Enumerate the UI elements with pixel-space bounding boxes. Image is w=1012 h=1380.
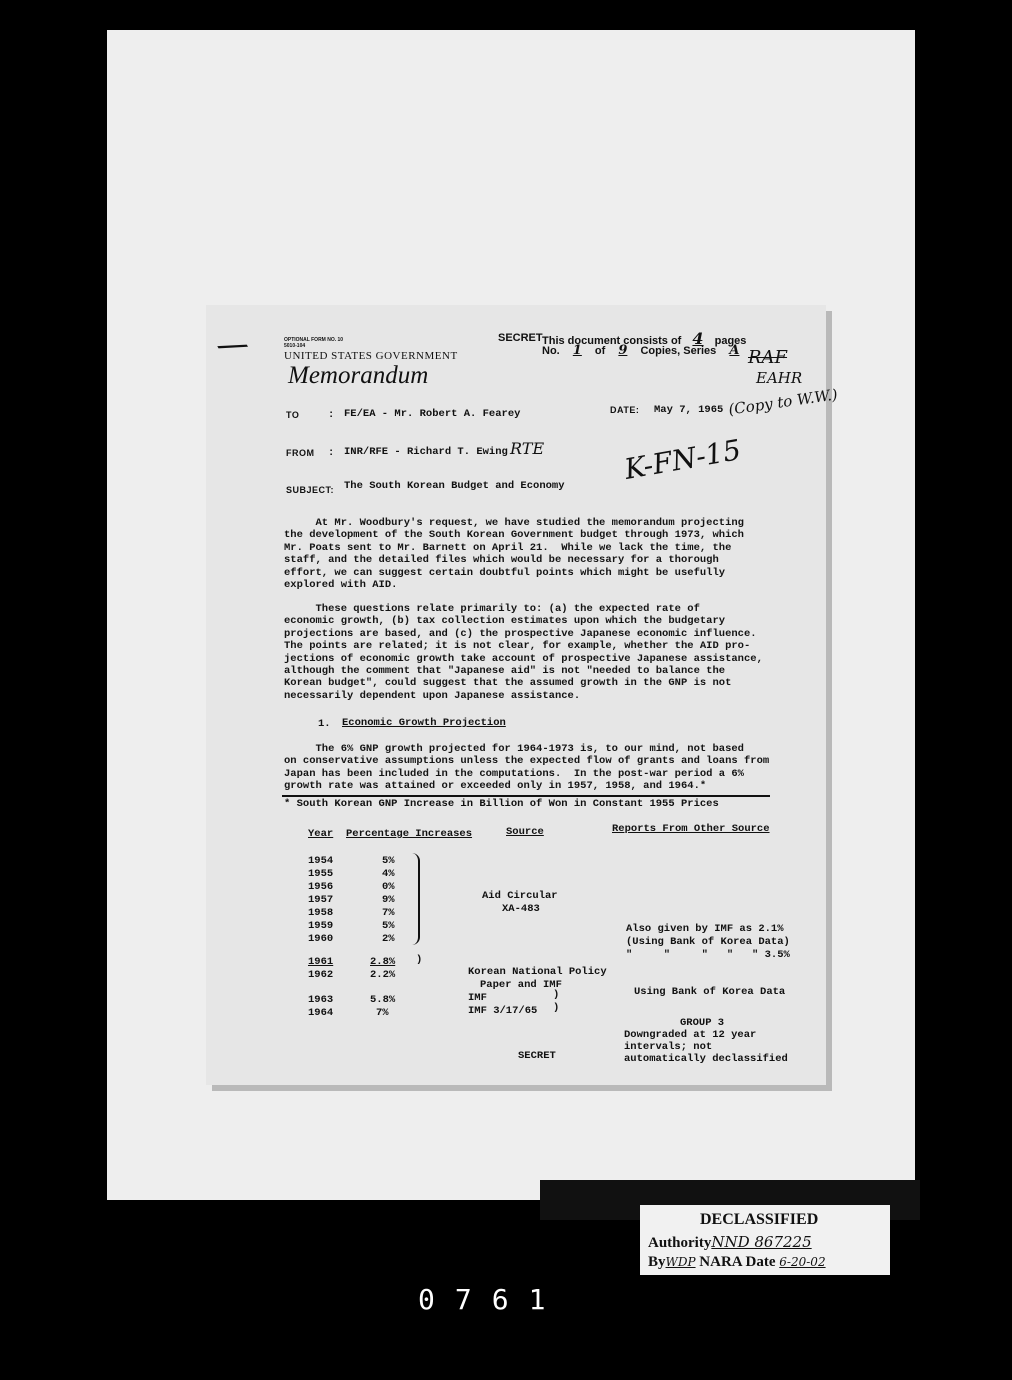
paren-1964: ) [553,1002,560,1014]
group-line3: automatically declassified [624,1053,788,1065]
copy-pages-count: 4 [692,329,704,348]
group-line1: Downgraded at 12 year [624,1029,757,1041]
to-colon: : [328,409,335,421]
date-label: DATE: [610,405,640,415]
paragraph-1: At Mr. Woodbury's request, we have studied the memorandum projecting the development of the South Korean Government budget through 1973, which Mr. Poats sent to Mr. Barnett on April 21. While we lack the time, the staff, and the detailed files which would be necessary for a thorough effort, we can suggest certain doubtful points which might be usefully explored with AID. [284,517,744,592]
declassified-stamp [640,1205,890,1275]
other-source-2: (Using Bank of Korea Data) [626,936,790,948]
form-number: OPTIONAL FORM NO. 10 [284,337,344,343]
year-1963: 1963 [308,994,334,1006]
to-label: TO [286,410,300,420]
copy-number: 1 [572,343,582,358]
stamp-authority-label: Authority [648,1235,712,1251]
hand-mark-initial: / [214,331,253,361]
year-1957: 1957 [308,894,334,906]
source-imf-1964: IMF 3/17/65 [468,1005,538,1017]
brace-1954-1960 [410,853,420,945]
year-1959: 1959 [308,920,334,932]
year-1955: 1955 [308,868,334,880]
pct-1958: 7% [382,907,395,919]
other-source-4: Using Bank of Korea Data [634,986,786,998]
footnote-caption: * South Korean GNP Increase in Billion of Won in Constant 1955 Prices [284,798,719,810]
hand-raf: RAF [748,347,788,368]
group-title: GROUP 3 [680,1017,725,1029]
source-aid-circular: Aid Circular [482,890,558,902]
pct-1964: 7% [376,1007,389,1019]
paren-1961: ) [416,954,423,966]
paragraph-2: These questions relate primarily to: (a) the expected rate of economic growth, (b) tax collection estimates upon which the budgetary projections are based, and (c) the prospective Japanese economic influence. The points are related; it is not clear, for example, whether the AID pro- jections of economic growth take account of prospective Japanese assistance, although the comment that "Japanese aid" is not "needed to balance the Korean budget", could suggest that the assumed growth in the GNP is not necessarily dependent upon Japanese assistance. [284,603,763,702]
hand-eahr: EAHR [756,369,803,387]
copy-prefix: This document consists of [542,335,682,347]
group-line2: intervals; not [624,1041,713,1053]
source-knp-2: Paper and IMF [480,979,562,991]
year-1962: 1962 [308,969,334,981]
year-1964: 1964 [308,1007,334,1019]
from-label: FROM [286,448,315,458]
year-1956: 1956 [308,881,334,893]
stamp-authority-value: NND 867225 [711,1233,812,1251]
pct-1960: 2% [382,933,395,945]
footer-secret: SECRET [518,1050,556,1062]
classification-secret: SECRET [498,332,543,344]
col-source-header: Source [506,826,544,838]
subject-label: SUBJECT: [286,485,335,495]
copy-of-label: of [594,345,606,357]
year-1958: 1958 [308,907,334,919]
copy-control-line2 [542,343,749,358]
date-value: May 7, 1965 [654,404,724,416]
copy-suffix: pages [714,335,747,347]
source-imf-1963: IMF [468,992,487,1004]
copy-series-label: Copies, Series [640,345,717,357]
other-source-3: " " " " " 3.5% [626,949,790,961]
subject-value: The South Korean Budget and Economy [344,480,565,492]
hand-file-code: K-FN-15 [622,433,744,486]
stamp-title: DECLASSIFIED [700,1211,819,1228]
other-source-1: Also given by IMF as 2.1% [626,923,784,935]
stamp-by-label: By [648,1254,666,1270]
section-number: 1. [318,718,331,730]
stamp-nara-label: NARA Date [699,1254,776,1270]
pct-1963: 5.8% [370,994,396,1006]
copy-no-label: No. [542,345,560,357]
pct-1955: 4% [382,868,395,880]
hand-copy-note: (Copy to W.W.) [727,385,839,419]
stamp-nara-value: 6-20-02 [779,1255,826,1269]
stamp-by-line [648,1254,826,1271]
copy-series: A [729,343,740,358]
col-pct-header: Percentage Increases [346,828,473,840]
source-knp-1: Korean National Policy [468,966,607,978]
pct-1954: 5% [382,855,395,867]
source-aid-code: XA-483 [502,903,540,915]
from-value: INR/RFE - Richard T. Ewing [344,446,508,458]
from-colon: : [328,447,335,459]
to-value: FE/EA - Mr. Robert A. Fearey [344,408,521,420]
year-1960: 1960 [308,933,334,945]
col-year-header: Year [308,828,334,840]
col-other-header: Reports From Other Source [612,823,770,835]
page-number: 0761 [418,1283,566,1316]
year-1961: 1961 [308,956,334,968]
stamp-by-value: WDP [665,1255,696,1269]
government-heading: UNITED STATES GOVERNMENT [284,350,458,362]
section-title: Economic Growth Projection [342,717,506,729]
year-1954: 1954 [308,855,334,867]
copy-total: 9 [618,343,628,358]
memo-page [206,305,839,1085]
form-code: 5010-104 [284,343,306,349]
memo-title: Memorandum [288,362,429,389]
pct-1957: 9% [382,894,395,906]
pct-1959: 5% [382,920,395,932]
paren-1963: ) [553,989,560,1001]
pct-1962: 2.2% [370,969,396,981]
pct-1956: 0% [382,881,395,893]
hand-initials-ewing: RTE [510,439,545,458]
stamp-authority [648,1233,812,1252]
pct-1961: 2.8% [370,956,396,968]
paragraph-3: The 6% GNP growth projected for 1964-1973 is, to our mind, not based on conservative assumptions unless the expected flow of grants and loans from Japan has been included in the computations. In the post-war period a 6% growth rate was attained or exceeded only in 1957, 1958, and 1964.* [284,743,770,793]
footnote-rule [282,795,770,797]
